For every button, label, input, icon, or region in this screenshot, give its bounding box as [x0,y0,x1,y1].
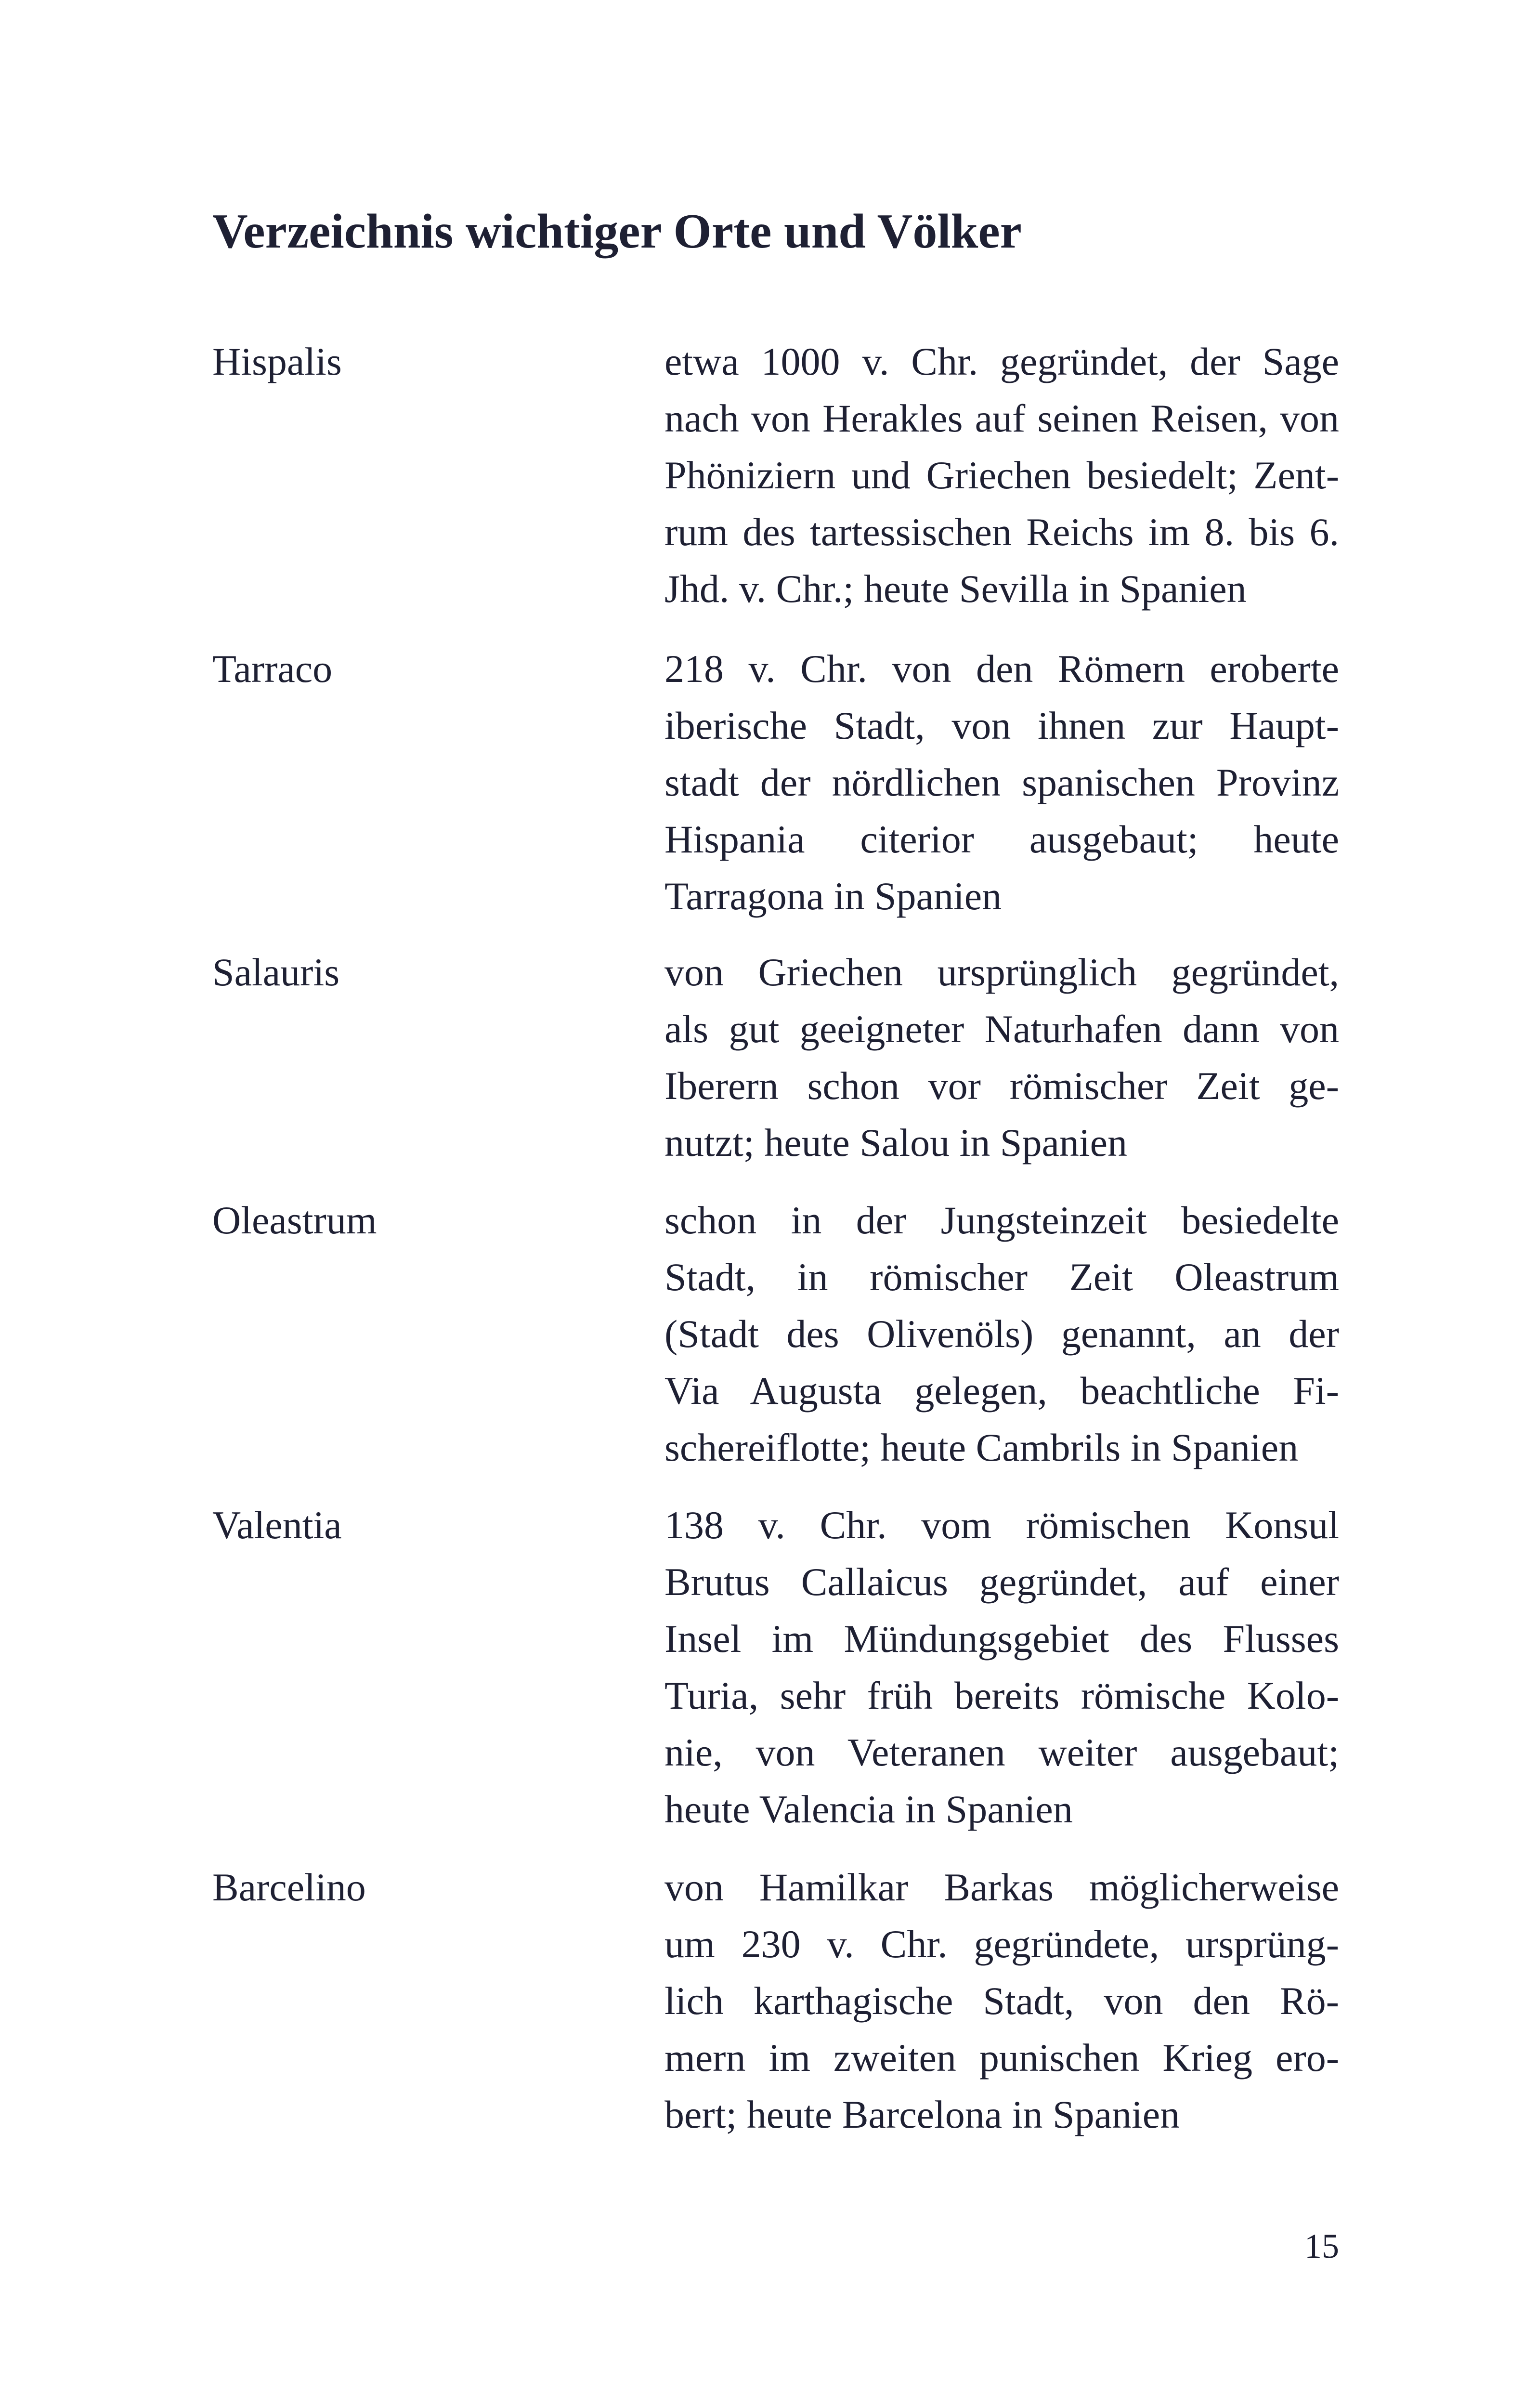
place-description [664,333,1339,617]
description-line: Turia, sehr früh bereits römische Kolo- [664,1674,1339,1717]
description-line: schereiflotte; heute Cambrils in Spanien [664,1426,1299,1469]
place-name: Salauris [212,950,340,994]
description-line: iberische Stadt, von ihnen zur Haupt- [664,704,1339,747]
description-line: rum des tartessischen Reichs im 8. bis 6. [664,510,1339,554]
description-line: nie, von Veteranen weiter ausgebaut; [664,1730,1339,1774]
description-line: Brutus Callaicus gegründet, auf einer [664,1560,1339,1604]
page-number: 15 [1304,2227,1339,2265]
place-name: Barcelino [212,1865,366,1909]
description-line: 138 v. Chr. vom römischen Konsul [664,1503,1339,1547]
place-name: Tarraco [212,647,333,691]
description-line: Insel im Mündungsgebiet des Flusses [664,1617,1339,1661]
description-line: 218 v. Chr. von den Römern eroberte [664,647,1339,691]
description-line: schon in der Jungsteinzeit besiedelte [664,1198,1339,1242]
place-description [664,1859,1339,2143]
description-line: Tarragona in Spanien [664,874,1002,918]
description-line: von Griechen ursprünglich gegründet, [664,950,1339,994]
description-line: als gut geeigneter Naturhafen dann von [664,1007,1339,1051]
description-line: mern im zweiten punischen Krieg ero- [664,2036,1339,2080]
description-line: stadt der nördlichen spanischen Provinz [664,760,1339,804]
description-line: nutzt; heute Salou in Spanien [664,1121,1128,1165]
description-line: heute Valencia in Spanien [664,1787,1073,1831]
description-line: um 230 v. Chr. gegründete, ursprüng- [664,1922,1339,1966]
place-name: Hispalis [212,340,342,383]
description-line: Iberern schon vor römischer Zeit ge- [664,1064,1339,1108]
place-name: Oleastrum [212,1198,377,1242]
place-description [664,1497,1339,1838]
description-line: Hispania citerior ausgebaut; heute [664,817,1339,861]
description-line: bert; heute Barcelona in Spanien [664,2093,1180,2136]
description-line: Jhd. v. Chr.; heute Sevilla in Spanien [664,567,1247,611]
place-description [664,1192,1339,1476]
description-line: Phöniziern und Griechen besiedelt; Zent- [664,453,1339,497]
description-line: nach von Herakles auf seinen Reisen, von [664,396,1339,440]
description-line: (Stadt des Olivenöls) genannt, an der [664,1312,1339,1356]
description-line: Via Augusta gelegen, beachtliche Fi- [664,1369,1339,1413]
description-line: etwa 1000 v. Chr. gegründet, der Sage [664,340,1339,383]
place-description [664,944,1339,1171]
description-line: von Hamilkar Barkas möglicherweise [664,1865,1339,1909]
place-name: Valentia [212,1503,342,1547]
page-title: Verzeichnis wichtiger Orte und Völker [212,204,1022,259]
description-line: lich karthagische Stadt, von den Rö- [664,1979,1339,2023]
description-line: Stadt, in römischer Zeit Oleastrum [664,1255,1339,1299]
place-description [664,641,1339,925]
